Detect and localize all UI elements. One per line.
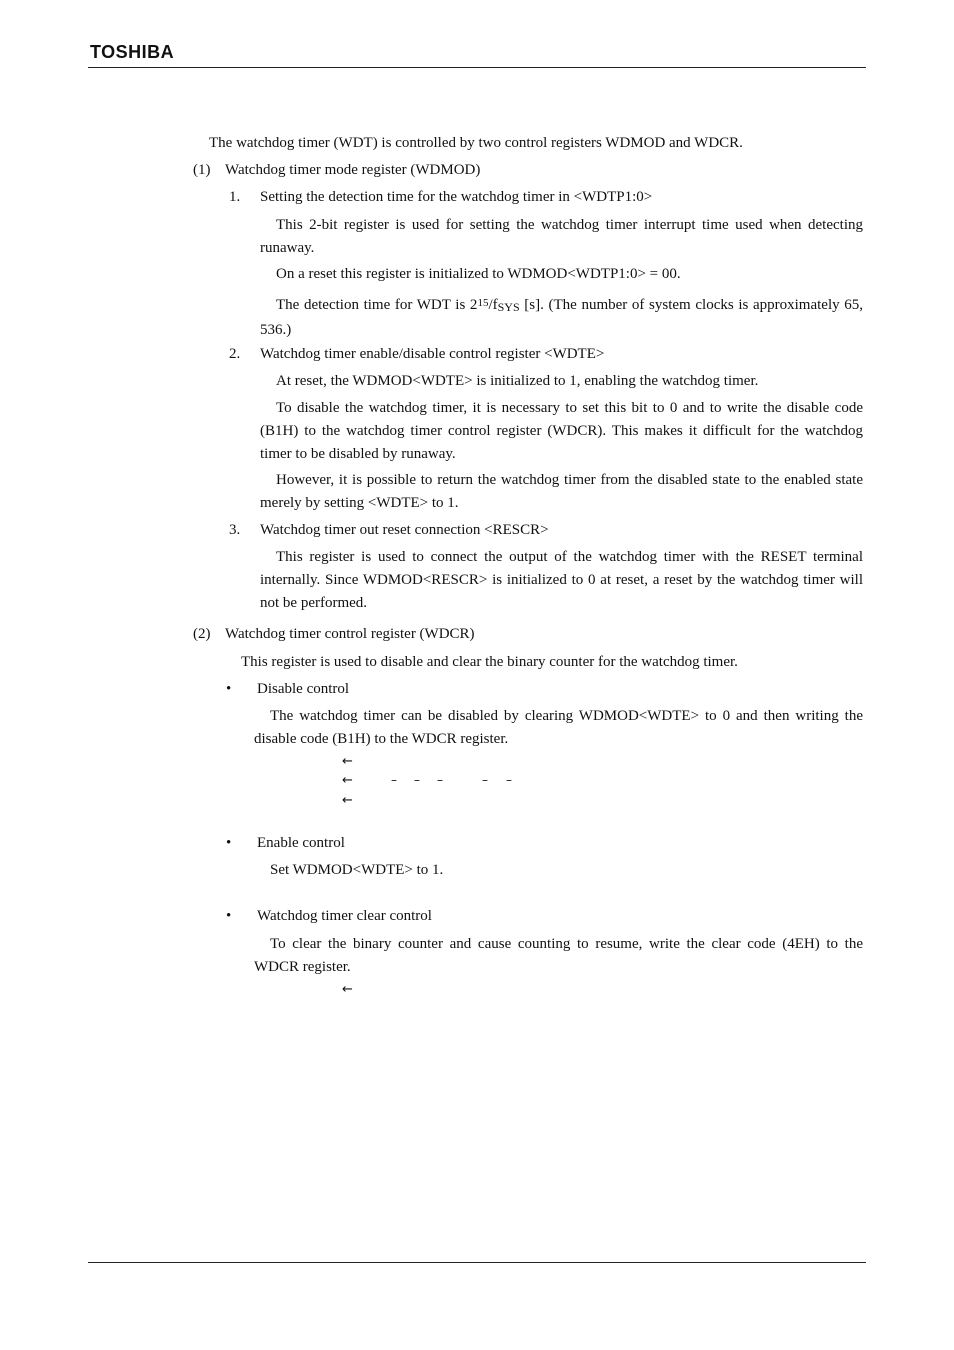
- left-arrow-3: ←: [342, 793, 353, 808]
- left-arrow-1: ←: [342, 754, 353, 769]
- dash-4: –: [482, 773, 488, 787]
- disable-control-para: The watchdog timer can be disabled by clearing WDMOD<WDTE> to 0 and then writing the disable code (B1H) to the WDCR register.: [254, 708, 863, 747]
- dash-5: –: [506, 773, 512, 787]
- item-1-para-1: This 2-bit register is used for setting the watchdog timer interrupt time used when detecting runaway.: [260, 217, 863, 256]
- disable-control-title: Disable control: [257, 681, 350, 697]
- item-2-number: 2.: [229, 346, 241, 362]
- section-1-number: (1): [193, 162, 211, 178]
- item-1-para-2: On a reset this register is initialized to WDMOD<WDTP1:0> = 00.: [276, 266, 681, 282]
- item-3-title: Watchdog timer out reset connection <RESCR>: [260, 522, 549, 538]
- section-1-title: Watchdog timer mode register (WDMOD): [225, 162, 481, 178]
- toshiba-logo: TOSHIBA: [90, 42, 175, 62]
- item-2-title: Watchdog timer enable/disable control register <WDTE>: [260, 346, 605, 362]
- bullet-1: •: [226, 681, 232, 697]
- section-2-number: (2): [193, 626, 211, 642]
- dash-1: –: [391, 773, 397, 787]
- enable-control-title: Enable control: [257, 835, 345, 851]
- item-2-para-2: To disable the watchdog timer, it is necessary to set this bit to 0 and to write the disable code (B1H) to the watchdog timer control register (WDCR). This makes it difficult for the watchdog timer to be disabled by runaway.: [260, 400, 863, 462]
- footer-rule: [88, 1262, 866, 1263]
- intro-text: The watchdog timer (WDT) is controlled by two control registers WDMOD and WDCR.: [209, 135, 743, 151]
- item-2-para-3: However, it is possible to return the watchdog timer from the disabled state to the enabled state merely by setting <WDTE> to 1.: [260, 472, 863, 511]
- dash-3: –: [437, 773, 443, 787]
- clear-control-para: To clear the binary counter and cause counting to resume, write the clear code (4EH) to the WDCR register.: [254, 936, 863, 975]
- dash-2: –: [414, 773, 420, 787]
- section-2-title: Watchdog timer control register (WDCR): [225, 626, 475, 642]
- section-2-intro: This register is used to disable and clear the binary counter for the watchdog timer.: [241, 654, 738, 670]
- item-2-para-1: At reset, the WDMOD<WDTE> is initialized to 1, enabling the watchdog timer.: [276, 373, 759, 389]
- header-rule: [88, 67, 866, 68]
- bullet-3: •: [226, 908, 232, 924]
- item-1-para-3: The detection time for WDT is $2^{15}$/fSYS [s]. (The number of system clocks is approximately 65, 536.): [260, 297, 864, 338]
- bullet-2: •: [226, 835, 232, 851]
- enable-control-para: Set WDMOD<WDTE> to 1.: [270, 862, 444, 878]
- item-1-title: Setting the detection time for the watchdog timer in <WDTP1:0>: [260, 189, 653, 205]
- item-3-number: 3.: [229, 522, 241, 538]
- left-arrow-2: ←: [342, 773, 353, 788]
- item-3-para-1: This register is used to connect the output of the watchdog timer with the RESET terminal internally. Since WDMOD<RESCR> is initialized to 0 at reset, a reset by the watchdog timer will not be performed.: [260, 549, 863, 611]
- item-1-number: 1.: [229, 189, 241, 205]
- clear-control-title: Watchdog timer clear control: [257, 908, 432, 924]
- left-arrow-4: ←: [342, 982, 353, 997]
